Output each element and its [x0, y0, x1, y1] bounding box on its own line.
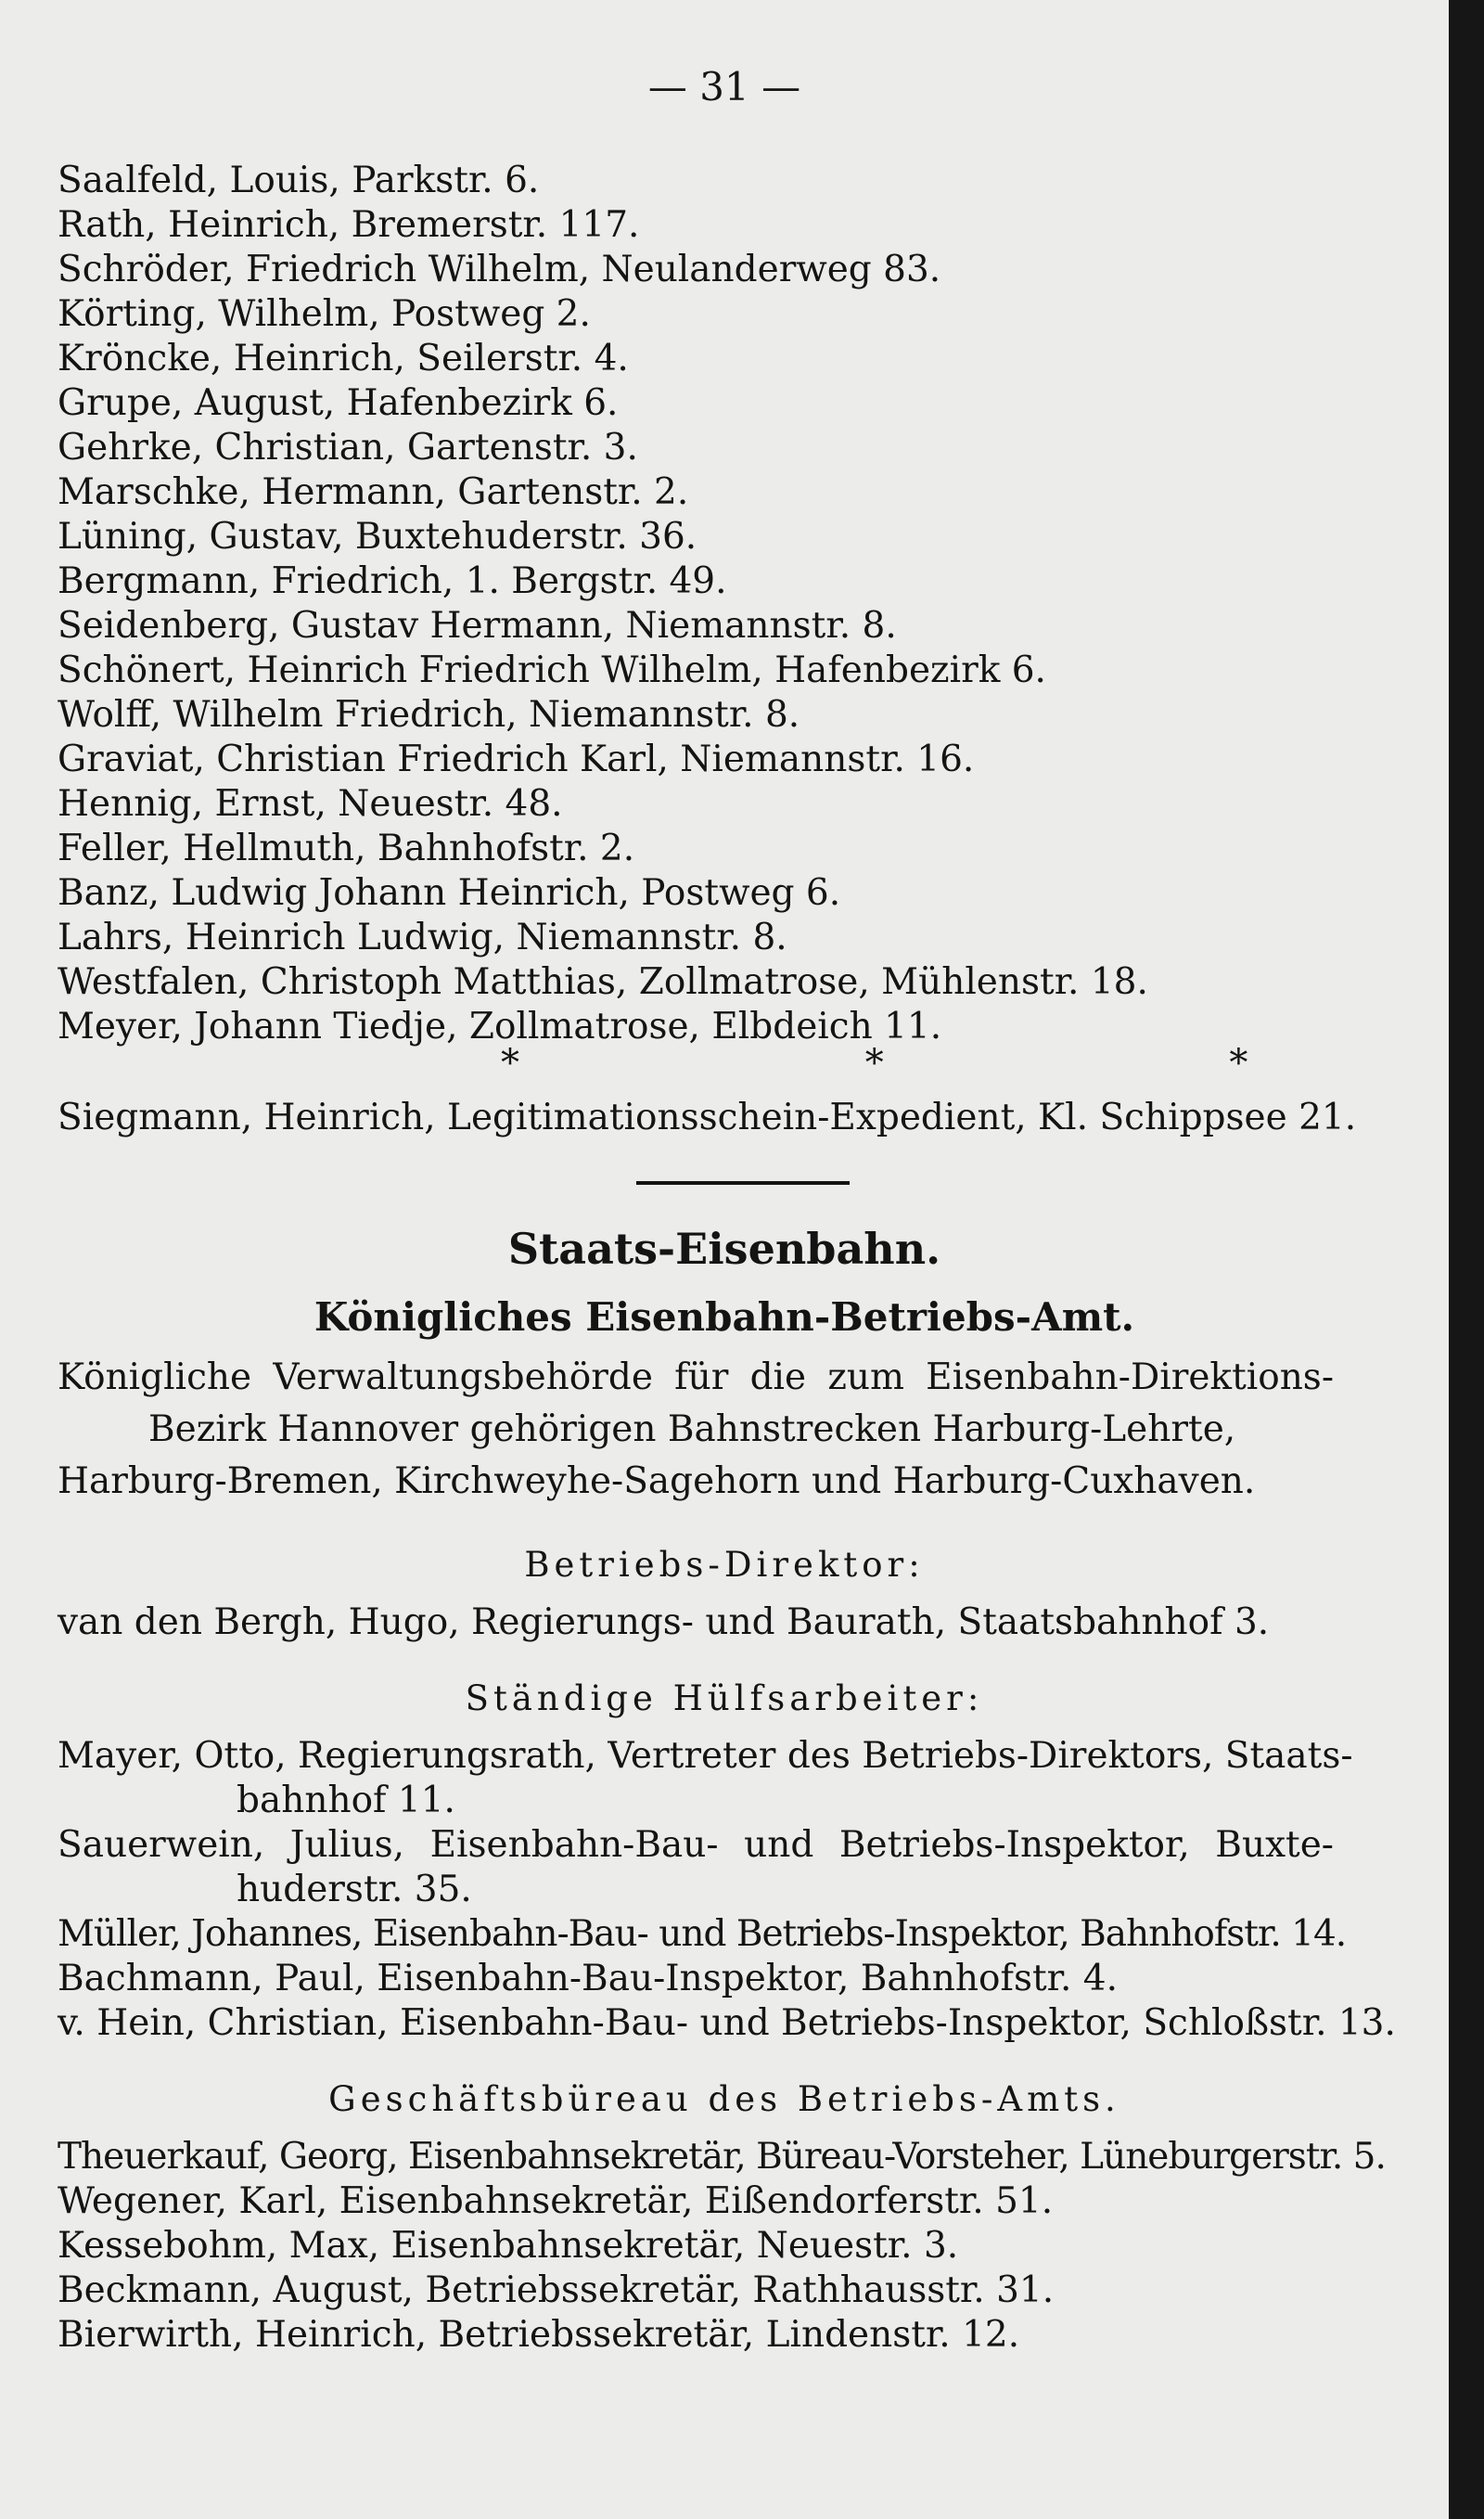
list-item: Gehrke, Christian, Gartenstr. 3. — [58, 427, 638, 469]
list-item: Wolff, Wilhelm Friedrich, Niemannstr. 8. — [58, 694, 800, 736]
intro-line: Königliche Verwaltungsbehörde für die zum Eisenbahn-Direktions- — [58, 1356, 1334, 1398]
list-item-continuation: huderstr. 35. — [237, 1869, 472, 1910]
list-item: Theuerkauf, Georg, Eisenbahnsekretär, Büreau-Vorsteher, Lüneburgerstr. 5. — [58, 2136, 1386, 2178]
section-divider — [636, 1181, 850, 1185]
intro-line: Harburg-Bremen, Kirchweyhe-Sagehorn und Harburg-Cuxhaven. — [58, 1460, 1256, 1502]
assistants-heading: Ständige Hülfsarbeiter: — [465, 1678, 984, 1718]
list-item: Beckmann, August, Betriebssekretär, Rathhausstr. 31. — [58, 2269, 1055, 2311]
list-item: Kessebohm, Max, Eisenbahnsekretär, Neuestr. 3. — [58, 2225, 959, 2267]
list-item: Schröder, Friedrich Wilhelm, Neulanderweg 83. — [58, 249, 941, 290]
list-item: Wegener, Karl, Eisenbahnsekretär, Eißendorferstr. 51. — [58, 2180, 1054, 2222]
list-item: Westfalen, Christoph Matthias, Zollmatrose, Mühlenstr. 18. — [58, 961, 1148, 1003]
list-item: Meyer, Johann Tiedje, Zollmatrose, Elbdeich 11. — [58, 1006, 942, 1047]
list-item: Bachmann, Paul, Eisenbahn-Bau-Inspektor, Bahnhofstr. 4. — [58, 1958, 1118, 1999]
list-item: Mayer, Otto, Regierungsrath, Vertreter des Betriebs-Direktors, Staats- — [58, 1735, 1353, 1777]
page-edge-shadow — [1449, 0, 1484, 2519]
list-item-continuation: bahnhof 11. — [237, 1780, 455, 1821]
page-number: — 31 — — [647, 64, 801, 109]
list-item: Grupe, August, Hafenbezirk 6. — [58, 382, 619, 424]
list-item: Graviat, Christian Friedrich Karl, Niemannstr. 16. — [58, 739, 975, 780]
list-item: Schönert, Heinrich Friedrich Wilhelm, Hafenbezirk 6. — [58, 649, 1046, 691]
list-item: Feller, Hellmuth, Bahnhofstr. 2. — [58, 828, 635, 869]
list-item: v. Hein, Christian, Eisenbahn-Bau- und Betriebs-Inspektor, Schloßstr. 13. — [58, 2002, 1396, 2044]
list-item: Müller, Johannes, Eisenbahn-Bau- und Betriebs-Inspektor, Bahnhofstr. 14. — [58, 1913, 1347, 1955]
list-item: Hennig, Ernst, Neuestr. 48. — [58, 783, 563, 825]
office-heading: Geschäftsbüreau des Betriebs-Amts. — [328, 2079, 1120, 2119]
list-item: Banz, Ludwig Johann Heinrich, Postweg 6. — [58, 872, 841, 914]
list-item: Lüning, Gustav, Buxtehuderstr. 36. — [58, 516, 697, 558]
director-entry: van den Bergh, Hugo, Regierungs- und Baurath, Staatsbahnhof 3. — [58, 1601, 1270, 1643]
list-item: Kröncke, Heinrich, Seilerstr. 4. — [58, 338, 629, 379]
list-item: Körting, Wilhelm, Postweg 2. — [58, 293, 591, 335]
list-item: Sauerwein, Julius, Eisenbahn-Bau- und Betriebs-Inspektor, Buxte- — [58, 1824, 1334, 1866]
section-subtitle: Königliches Eisenbahn-Betriebs-Amt. — [313, 1294, 1135, 1340]
list-item: Marschke, Hermann, Gartenstr. 2. — [58, 471, 689, 513]
list-item: Bierwirth, Heinrich, Betriebssekretär, Lindenstr. 12. — [58, 2314, 1020, 2356]
list-item: Bergmann, Friedrich, 1. Bergstr. 49. — [58, 560, 727, 602]
director-heading: Betriebs-Direktor: — [524, 1545, 925, 1585]
list-item: Saalfeld, Louis, Parkstr. 6. — [58, 160, 540, 201]
expedient-entry: Siegmann, Heinrich, Legitimationsschein-Expedient, Kl. Schippsee 21. — [58, 1097, 1357, 1138]
list-item: Rath, Heinrich, Bremerstr. 117. — [58, 204, 640, 246]
list-item: Seidenberg, Gustav Hermann, Niemannstr. 8. — [58, 605, 897, 647]
asterisk-divider: * * * — [501, 1042, 1415, 1085]
list-item: Lahrs, Heinrich Ludwig, Niemannstr. 8. — [58, 917, 787, 958]
intro-line: Bezirk Hannover gehörigen Bahnstrecken Harburg-Lehrte, — [148, 1408, 1236, 1450]
section-title: Staats-Eisenbahn. — [507, 1224, 941, 1274]
